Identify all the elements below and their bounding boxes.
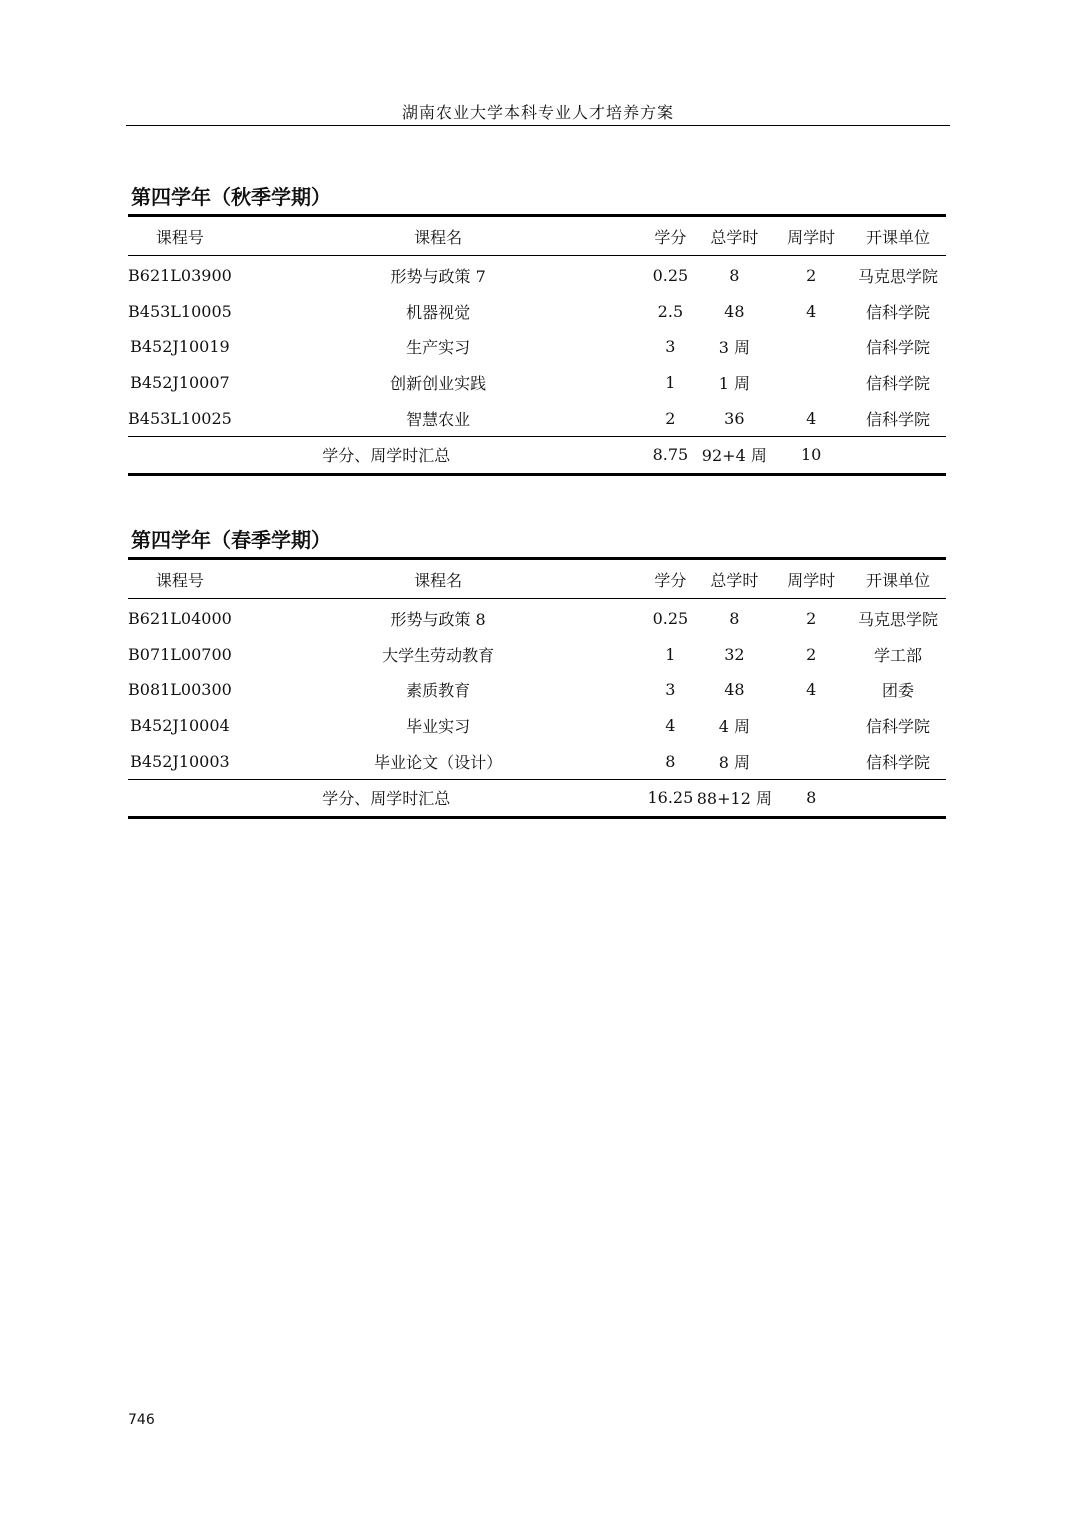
table-row bbox=[128, 294, 946, 330]
table-row bbox=[128, 400, 946, 436]
cell-total-hours: 36 bbox=[724, 408, 745, 428]
cell-weekly-hours: 4 bbox=[806, 408, 817, 428]
cell-name: 毕业论文（设计） bbox=[374, 752, 503, 772]
cell-credit: 1 bbox=[665, 373, 676, 393]
summary-department bbox=[850, 436, 946, 474]
summary-total-hours: 92+4 周 bbox=[701, 446, 767, 466]
cell-code: B453L10005 bbox=[128, 301, 232, 321]
column-header-name: 课程名 bbox=[414, 570, 463, 590]
cell-department: 信科学院 bbox=[866, 409, 931, 429]
column-header-total-hours: 总学时 bbox=[710, 227, 759, 247]
cell-department: 团委 bbox=[882, 681, 915, 701]
cell-department: 信科学院 bbox=[866, 717, 931, 737]
cell-code: B621L03900 bbox=[128, 266, 232, 286]
cell-code: B621L04000 bbox=[128, 609, 232, 629]
section-title-autumn: 第四学年（秋季学期） bbox=[131, 185, 331, 209]
cell-weekly-hours bbox=[772, 743, 850, 779]
cell-credit: 0.25 bbox=[652, 266, 689, 286]
running-header: 湖南农业大学本科专业人才培养方案 bbox=[401, 103, 674, 122]
cell-total-hours: 48 bbox=[724, 680, 745, 700]
cell-name: 毕业实习 bbox=[406, 717, 471, 737]
table-row bbox=[128, 708, 946, 744]
cell-department: 马克思学院 bbox=[858, 610, 939, 630]
cell-name: 智慧农业 bbox=[406, 409, 471, 429]
cell-department: 信科学院 bbox=[866, 752, 931, 772]
column-header-code: 课程号 bbox=[155, 227, 204, 247]
cell-weekly-hours: 4 bbox=[806, 301, 817, 321]
cell-credit: 1 bbox=[665, 644, 676, 664]
table-row bbox=[128, 365, 946, 401]
cell-weekly-hours: 2 bbox=[806, 644, 817, 664]
summary-credit: 8.75 bbox=[652, 445, 689, 465]
cell-code: B452J10004 bbox=[130, 716, 230, 736]
cell-department: 信科学院 bbox=[866, 302, 931, 322]
cell-code: B452J10003 bbox=[130, 751, 230, 771]
column-header-code: 课程号 bbox=[155, 570, 204, 590]
table-row bbox=[128, 672, 946, 708]
cell-code: B071L00700 bbox=[128, 644, 232, 664]
summary-label: 学分、周学时汇总 bbox=[322, 789, 451, 809]
summary-label: 学分、周学时汇总 bbox=[322, 446, 451, 466]
cell-department: 信科学院 bbox=[866, 374, 931, 394]
column-header-credit: 学分 bbox=[654, 570, 687, 590]
summary-row bbox=[128, 436, 946, 474]
cell-weekly-hours: 2 bbox=[806, 609, 817, 629]
cell-credit: 3 bbox=[665, 337, 676, 357]
cell-name: 机器视觉 bbox=[406, 302, 471, 322]
cell-total-hours: 8 周 bbox=[718, 752, 750, 772]
table-row bbox=[128, 743, 946, 779]
table-header-row bbox=[128, 559, 946, 599]
header-divider bbox=[126, 125, 950, 126]
summary-department bbox=[850, 779, 946, 817]
cell-total-hours: 1 周 bbox=[718, 374, 750, 394]
cell-total-hours: 8 bbox=[729, 266, 740, 286]
cell-code: B453L10025 bbox=[128, 408, 232, 428]
cell-department: 学工部 bbox=[874, 645, 923, 665]
summary-weekly-hours: 10 bbox=[800, 445, 822, 465]
cell-total-hours: 3 周 bbox=[718, 338, 750, 358]
column-header-credit: 学分 bbox=[654, 227, 687, 247]
course-table-autumn bbox=[128, 214, 946, 476]
summary-credit: 16.25 bbox=[647, 788, 694, 808]
section-title-spring: 第四学年（春季学期） bbox=[131, 528, 331, 552]
table-row bbox=[128, 329, 946, 365]
table-row bbox=[128, 637, 946, 673]
cell-total-hours: 32 bbox=[724, 644, 745, 664]
cell-code: B081L00300 bbox=[128, 680, 232, 700]
cell-name: 素质教育 bbox=[406, 681, 471, 701]
cell-name: 形势与政策 8 bbox=[390, 610, 486, 630]
cell-total-hours: 8 bbox=[729, 609, 740, 629]
column-header-department: 开课单位 bbox=[866, 227, 931, 247]
cell-credit: 2.5 bbox=[657, 301, 684, 321]
cell-credit: 2 bbox=[665, 408, 676, 428]
column-header-total-hours: 总学时 bbox=[710, 570, 759, 590]
cell-name: 创新创业实践 bbox=[390, 374, 487, 394]
cell-name: 生产实习 bbox=[406, 338, 471, 358]
cell-department: 马克思学院 bbox=[858, 267, 939, 287]
cell-total-hours: 48 bbox=[724, 301, 745, 321]
cell-weekly-hours: 2 bbox=[806, 266, 817, 286]
column-header-weekly-hours: 周学时 bbox=[787, 570, 836, 590]
summary-weekly-hours: 8 bbox=[806, 788, 817, 808]
cell-department: 信科学院 bbox=[866, 338, 931, 358]
cell-total-hours: 4 周 bbox=[718, 717, 750, 737]
cell-credit: 0.25 bbox=[652, 609, 689, 629]
cell-code: B452J10007 bbox=[130, 373, 230, 393]
cell-credit: 4 bbox=[665, 716, 676, 736]
table-header-row bbox=[128, 216, 946, 256]
cell-weekly-hours bbox=[772, 365, 850, 401]
table-row bbox=[128, 599, 946, 637]
page-number: 746 bbox=[128, 1412, 155, 1428]
course-table-spring bbox=[128, 557, 946, 819]
cell-name: 形势与政策 7 bbox=[390, 267, 486, 287]
cell-weekly-hours: 4 bbox=[806, 680, 817, 700]
cell-weekly-hours bbox=[772, 708, 850, 744]
cell-code: B452J10019 bbox=[130, 337, 230, 357]
cell-weekly-hours bbox=[772, 329, 850, 365]
column-header-department: 开课单位 bbox=[866, 570, 931, 590]
cell-credit: 3 bbox=[665, 680, 676, 700]
summary-row bbox=[128, 779, 946, 817]
summary-total-hours: 88+12 周 bbox=[696, 789, 772, 809]
column-header-weekly-hours: 周学时 bbox=[787, 227, 836, 247]
table-row bbox=[128, 256, 946, 294]
cell-name: 大学生劳动教育 bbox=[382, 645, 495, 665]
cell-credit: 8 bbox=[665, 751, 676, 771]
column-header-name: 课程名 bbox=[414, 227, 463, 247]
